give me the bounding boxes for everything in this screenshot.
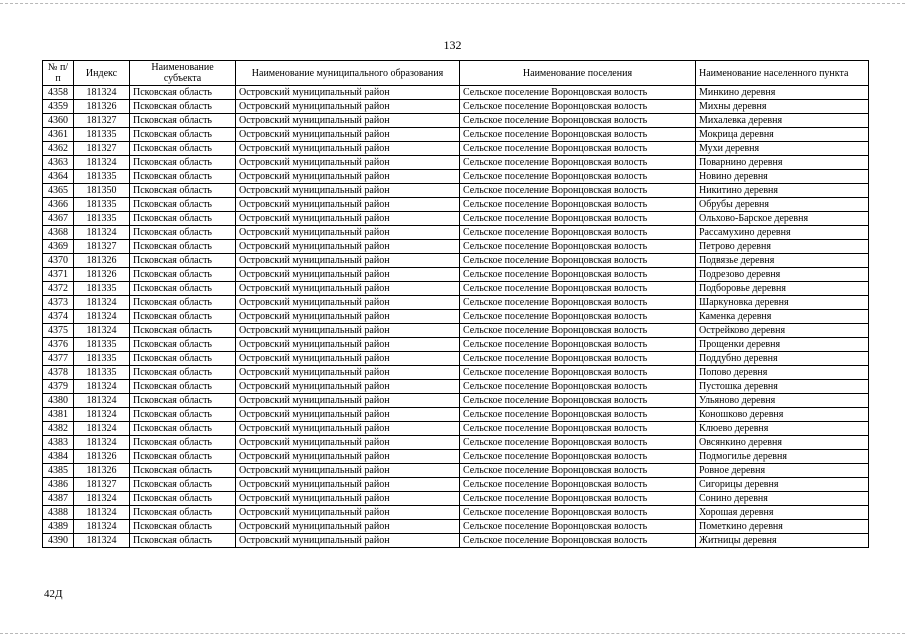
cell-index: 181324 bbox=[74, 534, 130, 548]
cell-municipality: Островский муниципальный район bbox=[236, 534, 460, 548]
table-row bbox=[43, 520, 869, 534]
table-row bbox=[43, 506, 869, 520]
cell-municipality: Островский муниципальный район bbox=[236, 408, 460, 422]
table-row bbox=[43, 310, 869, 324]
cell-locality: Михны деревня bbox=[696, 100, 869, 114]
cell-settlement: Сельское поселение Воронцовская волость bbox=[460, 506, 696, 520]
cell-index: 181324 bbox=[74, 156, 130, 170]
cell-municipality: Островский муниципальный район bbox=[236, 310, 460, 324]
cell-settlement: Сельское поселение Воронцовская волость bbox=[460, 394, 696, 408]
table-row bbox=[43, 142, 869, 156]
cell-settlement: Сельское поселение Воронцовская волость bbox=[460, 422, 696, 436]
cell-municipality: Островский муниципальный район bbox=[236, 296, 460, 310]
cell-index: 181324 bbox=[74, 520, 130, 534]
cell-municipality: Островский муниципальный район bbox=[236, 226, 460, 240]
cell-subject: Псковская область bbox=[130, 86, 236, 100]
cell-subject: Псковская область bbox=[130, 408, 236, 422]
cell-locality: Подвязье деревня bbox=[696, 254, 869, 268]
cell-locality: Мокрица деревня bbox=[696, 128, 869, 142]
cell-settlement: Сельское поселение Воронцовская волость bbox=[460, 240, 696, 254]
table-row bbox=[43, 114, 869, 128]
cell-subject: Псковская область bbox=[130, 506, 236, 520]
cell-subject: Псковская область bbox=[130, 310, 236, 324]
cell-subject: Псковская область bbox=[130, 380, 236, 394]
cell-settlement: Сельское поселение Воронцовская волость bbox=[460, 170, 696, 184]
cell-index: 181335 bbox=[74, 212, 130, 226]
cell-settlement: Сельское поселение Воронцовская волость bbox=[460, 114, 696, 128]
cell-row-number: 4359 bbox=[43, 100, 74, 114]
header-settlement: Наименование поселения bbox=[460, 61, 696, 86]
cell-row-number: 4377 bbox=[43, 352, 74, 366]
table-body bbox=[43, 86, 869, 548]
cell-municipality: Островский муниципальный район bbox=[236, 86, 460, 100]
cell-subject: Псковская область bbox=[130, 324, 236, 338]
table-row bbox=[43, 422, 869, 436]
table-row bbox=[43, 156, 869, 170]
cell-municipality: Островский муниципальный район bbox=[236, 254, 460, 268]
cell-subject: Псковская область bbox=[130, 114, 236, 128]
cell-locality: Шаркуновка деревня bbox=[696, 296, 869, 310]
cell-index: 181324 bbox=[74, 506, 130, 520]
scan-edge-top bbox=[0, 3, 905, 4]
cell-row-number: 4375 bbox=[43, 324, 74, 338]
table-row bbox=[43, 408, 869, 422]
cell-municipality: Островский муниципальный район bbox=[236, 142, 460, 156]
cell-settlement: Сельское поселение Воронцовская волость bbox=[460, 366, 696, 380]
cell-settlement: Сельское поселение Воронцовская волость bbox=[460, 268, 696, 282]
table-header bbox=[43, 61, 869, 86]
cell-settlement: Сельское поселение Воронцовская волость bbox=[460, 184, 696, 198]
cell-locality: Каменка деревня bbox=[696, 310, 869, 324]
cell-settlement: Сельское поселение Воронцовская волость bbox=[460, 86, 696, 100]
table-row bbox=[43, 86, 869, 100]
table-row bbox=[43, 226, 869, 240]
header-index: Индекс bbox=[74, 61, 130, 86]
cell-locality: Подрезово деревня bbox=[696, 268, 869, 282]
header-row bbox=[43, 61, 869, 86]
cell-locality: Никитино деревня bbox=[696, 184, 869, 198]
cell-row-number: 4360 bbox=[43, 114, 74, 128]
cell-subject: Псковская область bbox=[130, 226, 236, 240]
cell-municipality: Островский муниципальный район bbox=[236, 450, 460, 464]
table-row bbox=[43, 212, 869, 226]
cell-index: 181327 bbox=[74, 240, 130, 254]
cell-index: 181326 bbox=[74, 464, 130, 478]
cell-index: 181327 bbox=[74, 114, 130, 128]
cell-index: 181335 bbox=[74, 198, 130, 212]
cell-subject: Псковская область bbox=[130, 338, 236, 352]
cell-row-number: 4387 bbox=[43, 492, 74, 506]
cell-row-number: 4385 bbox=[43, 464, 74, 478]
cell-locality: Рассамухино деревня bbox=[696, 226, 869, 240]
cell-settlement: Сельское поселение Воронцовская волость bbox=[460, 520, 696, 534]
table-row bbox=[43, 198, 869, 212]
settlement-table bbox=[42, 60, 869, 548]
table-row bbox=[43, 464, 869, 478]
cell-row-number: 4366 bbox=[43, 198, 74, 212]
cell-subject: Псковская область bbox=[130, 520, 236, 534]
cell-row-number: 4378 bbox=[43, 366, 74, 380]
cell-locality: Сонино деревня bbox=[696, 492, 869, 506]
cell-index: 181335 bbox=[74, 352, 130, 366]
cell-locality: Ульяново деревня bbox=[696, 394, 869, 408]
cell-municipality: Островский муниципальный район bbox=[236, 100, 460, 114]
table-row bbox=[43, 492, 869, 506]
table-row bbox=[43, 254, 869, 268]
cell-index: 181326 bbox=[74, 268, 130, 282]
cell-row-number: 4367 bbox=[43, 212, 74, 226]
cell-subject: Псковская область bbox=[130, 156, 236, 170]
cell-municipality: Островский муниципальный район bbox=[236, 506, 460, 520]
cell-index: 181324 bbox=[74, 324, 130, 338]
table-row bbox=[43, 170, 869, 184]
cell-locality: Острейково деревня bbox=[696, 324, 869, 338]
cell-settlement: Сельское поселение Воронцовская волость bbox=[460, 450, 696, 464]
cell-subject: Псковская область bbox=[130, 198, 236, 212]
cell-locality: Новино деревня bbox=[696, 170, 869, 184]
cell-subject: Псковская область bbox=[130, 394, 236, 408]
cell-settlement: Сельское поселение Воронцовская волость bbox=[460, 338, 696, 352]
cell-locality: Коношково деревня bbox=[696, 408, 869, 422]
cell-row-number: 4379 bbox=[43, 380, 74, 394]
cell-subject: Псковская область bbox=[130, 184, 236, 198]
cell-row-number: 4383 bbox=[43, 436, 74, 450]
cell-locality: Поддубно деревня bbox=[696, 352, 869, 366]
cell-subject: Псковская область bbox=[130, 254, 236, 268]
cell-index: 181326 bbox=[74, 100, 130, 114]
cell-subject: Псковская область bbox=[130, 422, 236, 436]
cell-subject: Псковская область bbox=[130, 212, 236, 226]
cell-settlement: Сельское поселение Воронцовская волость bbox=[460, 128, 696, 142]
cell-index: 181335 bbox=[74, 170, 130, 184]
cell-municipality: Островский муниципальный район bbox=[236, 492, 460, 506]
cell-settlement: Сельское поселение Воронцовская волость bbox=[460, 478, 696, 492]
cell-index: 181324 bbox=[74, 380, 130, 394]
cell-subject: Псковская область bbox=[130, 436, 236, 450]
cell-settlement: Сельское поселение Воронцовская волость bbox=[460, 380, 696, 394]
table-row bbox=[43, 282, 869, 296]
cell-row-number: 4374 bbox=[43, 310, 74, 324]
cell-index: 181335 bbox=[74, 338, 130, 352]
cell-subject: Псковская область bbox=[130, 240, 236, 254]
cell-settlement: Сельское поселение Воронцовская волость bbox=[460, 310, 696, 324]
cell-municipality: Островский муниципальный район bbox=[236, 198, 460, 212]
table-row bbox=[43, 380, 869, 394]
table-row bbox=[43, 100, 869, 114]
cell-settlement: Сельское поселение Воронцовская волость bbox=[460, 296, 696, 310]
cell-index: 181327 bbox=[74, 478, 130, 492]
cell-row-number: 4382 bbox=[43, 422, 74, 436]
cell-subject: Псковская область bbox=[130, 296, 236, 310]
cell-municipality: Островский муниципальный район bbox=[236, 324, 460, 338]
cell-row-number: 4386 bbox=[43, 478, 74, 492]
cell-settlement: Сельское поселение Воронцовская волость bbox=[460, 352, 696, 366]
cell-municipality: Островский муниципальный район bbox=[236, 128, 460, 142]
table-row bbox=[43, 338, 869, 352]
header-locality: Наименование населенного пункта bbox=[696, 61, 869, 86]
cell-subject: Псковская область bbox=[130, 142, 236, 156]
cell-municipality: Островский муниципальный район bbox=[236, 394, 460, 408]
cell-index: 181324 bbox=[74, 394, 130, 408]
cell-subject: Псковская область bbox=[130, 268, 236, 282]
cell-municipality: Островский муниципальный район bbox=[236, 156, 460, 170]
cell-row-number: 4364 bbox=[43, 170, 74, 184]
cell-subject: Псковская область bbox=[130, 534, 236, 548]
table-row bbox=[43, 240, 869, 254]
table-row bbox=[43, 366, 869, 380]
cell-index: 181335 bbox=[74, 366, 130, 380]
cell-row-number: 4388 bbox=[43, 506, 74, 520]
cell-index: 181350 bbox=[74, 184, 130, 198]
cell-row-number: 4363 bbox=[43, 156, 74, 170]
cell-index: 181324 bbox=[74, 296, 130, 310]
cell-settlement: Сельское поселение Воронцовская волость bbox=[460, 142, 696, 156]
cell-locality: Житницы деревня bbox=[696, 534, 869, 548]
cell-municipality: Островский муниципальный район bbox=[236, 422, 460, 436]
cell-municipality: Островский муниципальный район bbox=[236, 170, 460, 184]
cell-municipality: Островский муниципальный район bbox=[236, 464, 460, 478]
cell-locality: Прощенки деревня bbox=[696, 338, 869, 352]
cell-index: 181324 bbox=[74, 408, 130, 422]
cell-municipality: Островский муниципальный район bbox=[236, 212, 460, 226]
header-municipality: Наименование муниципального образования bbox=[236, 61, 460, 86]
cell-index: 181335 bbox=[74, 128, 130, 142]
cell-row-number: 4370 bbox=[43, 254, 74, 268]
cell-subject: Псковская область bbox=[130, 464, 236, 478]
cell-index: 181327 bbox=[74, 142, 130, 156]
header-subject: Наименование субъекта bbox=[130, 61, 236, 86]
table-row bbox=[43, 478, 869, 492]
cell-row-number: 4389 bbox=[43, 520, 74, 534]
table-row bbox=[43, 268, 869, 282]
cell-index: 181326 bbox=[74, 450, 130, 464]
cell-row-number: 4371 bbox=[43, 268, 74, 282]
cell-municipality: Островский муниципальный район bbox=[236, 114, 460, 128]
cell-index: 181324 bbox=[74, 422, 130, 436]
table-row bbox=[43, 436, 869, 450]
cell-index: 181324 bbox=[74, 310, 130, 324]
cell-settlement: Сельское поселение Воронцовская волость bbox=[460, 436, 696, 450]
cell-municipality: Островский муниципальный район bbox=[236, 184, 460, 198]
cell-locality: Клюево деревня bbox=[696, 422, 869, 436]
cell-municipality: Островский муниципальный район bbox=[236, 436, 460, 450]
cell-locality: Попово деревня bbox=[696, 366, 869, 380]
cell-municipality: Островский муниципальный район bbox=[236, 520, 460, 534]
cell-subject: Псковская область bbox=[130, 366, 236, 380]
cell-settlement: Сельское поселение Воронцовская волость bbox=[460, 100, 696, 114]
cell-row-number: 4381 bbox=[43, 408, 74, 422]
cell-settlement: Сельское поселение Воронцовская волость bbox=[460, 408, 696, 422]
cell-settlement: Сельское поселение Воронцовская волость bbox=[460, 324, 696, 338]
table-row bbox=[43, 352, 869, 366]
cell-row-number: 4362 bbox=[43, 142, 74, 156]
page-number: 132 bbox=[443, 38, 462, 52]
cell-settlement: Сельское поселение Воронцовская волость bbox=[460, 254, 696, 268]
cell-subject: Псковская область bbox=[130, 282, 236, 296]
cell-subject: Псковская область bbox=[130, 492, 236, 506]
cell-settlement: Сельское поселение Воронцовская волость bbox=[460, 156, 696, 170]
table-row bbox=[43, 394, 869, 408]
table-row bbox=[43, 450, 869, 464]
cell-subject: Псковская область bbox=[130, 100, 236, 114]
cell-municipality: Островский муниципальный район bbox=[236, 380, 460, 394]
cell-settlement: Сельское поселение Воронцовская волость bbox=[460, 198, 696, 212]
cell-locality: Хорошая деревня bbox=[696, 506, 869, 520]
cell-locality: Поварнино деревня bbox=[696, 156, 869, 170]
cell-municipality: Островский муниципальный район bbox=[236, 352, 460, 366]
cell-subject: Псковская область bbox=[130, 450, 236, 464]
cell-index: 181324 bbox=[74, 86, 130, 100]
cell-locality: Мухи деревня bbox=[696, 142, 869, 156]
cell-municipality: Островский муниципальный район bbox=[236, 268, 460, 282]
cell-locality: Овсянкино деревня bbox=[696, 436, 869, 450]
cell-locality: Подмогилье деревня bbox=[696, 450, 869, 464]
table-row bbox=[43, 184, 869, 198]
cell-municipality: Островский муниципальный район bbox=[236, 282, 460, 296]
table-row bbox=[43, 128, 869, 142]
cell-municipality: Островский муниципальный район bbox=[236, 478, 460, 492]
cell-row-number: 4384 bbox=[43, 450, 74, 464]
cell-settlement: Сельское поселение Воронцовская волость bbox=[460, 464, 696, 478]
cell-locality: Ровное деревня bbox=[696, 464, 869, 478]
cell-index: 181324 bbox=[74, 436, 130, 450]
cell-municipality: Островский муниципальный район bbox=[236, 240, 460, 254]
cell-subject: Псковская область bbox=[130, 128, 236, 142]
cell-settlement: Сельское поселение Воронцовская волость bbox=[460, 226, 696, 240]
cell-row-number: 4380 bbox=[43, 394, 74, 408]
cell-settlement: Сельское поселение Воронцовская волость bbox=[460, 492, 696, 506]
cell-settlement: Сельское поселение Воронцовская волость bbox=[460, 212, 696, 226]
header-row-number: № п/п bbox=[43, 61, 74, 86]
cell-row-number: 4368 bbox=[43, 226, 74, 240]
table-row bbox=[43, 296, 869, 310]
cell-row-number: 4373 bbox=[43, 296, 74, 310]
cell-subject: Псковская область bbox=[130, 478, 236, 492]
cell-row-number: 4376 bbox=[43, 338, 74, 352]
cell-municipality: Островский муниципальный район bbox=[236, 366, 460, 380]
cell-locality: Ольхово-Барское деревня bbox=[696, 212, 869, 226]
cell-subject: Псковская область bbox=[130, 352, 236, 366]
cell-row-number: 4390 bbox=[43, 534, 74, 548]
cell-settlement: Сельское поселение Воронцовская волость bbox=[460, 282, 696, 296]
cell-locality: Пустошка деревня bbox=[696, 380, 869, 394]
cell-locality: Михалевка деревня bbox=[696, 114, 869, 128]
table-row bbox=[43, 324, 869, 338]
cell-settlement: Сельское поселение Воронцовская волость bbox=[460, 534, 696, 548]
cell-locality: Минкино деревня bbox=[696, 86, 869, 100]
cell-row-number: 4361 bbox=[43, 128, 74, 142]
cell-index: 181326 bbox=[74, 254, 130, 268]
cell-row-number: 4369 bbox=[43, 240, 74, 254]
cell-row-number: 4372 bbox=[43, 282, 74, 296]
footer-code: 42Д bbox=[44, 588, 63, 600]
cell-locality: Пометкино деревня bbox=[696, 520, 869, 534]
cell-locality: Петрово деревня bbox=[696, 240, 869, 254]
cell-subject: Псковская область bbox=[130, 170, 236, 184]
cell-locality: Сигорицы деревня bbox=[696, 478, 869, 492]
cell-row-number: 4358 bbox=[43, 86, 74, 100]
cell-municipality: Островский муниципальный район bbox=[236, 338, 460, 352]
scan-edge-bottom bbox=[0, 633, 905, 634]
cell-locality: Обрубы деревня bbox=[696, 198, 869, 212]
cell-row-number: 4365 bbox=[43, 184, 74, 198]
table-row bbox=[43, 534, 869, 548]
cell-index: 181335 bbox=[74, 282, 130, 296]
cell-locality: Подборовье деревня bbox=[696, 282, 869, 296]
cell-index: 181324 bbox=[74, 226, 130, 240]
cell-index: 181324 bbox=[74, 492, 130, 506]
